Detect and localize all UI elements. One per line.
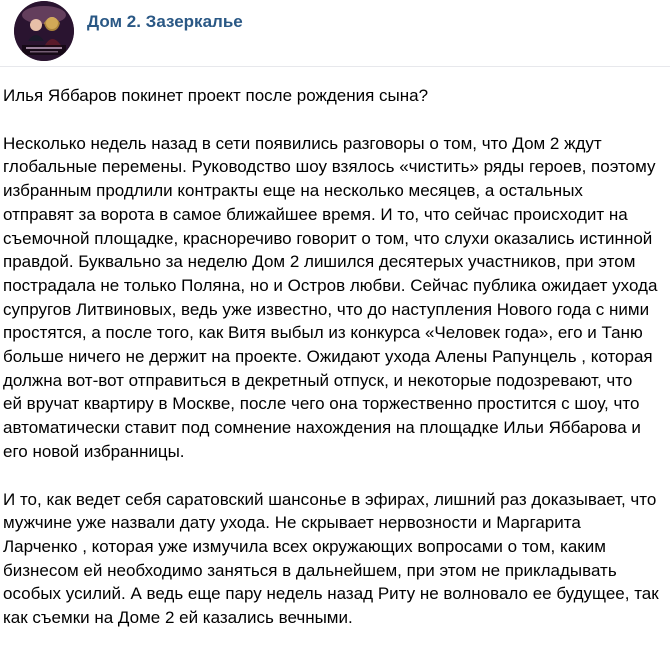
- header-divider: [0, 66, 670, 67]
- post-body: [3, 84, 667, 630]
- avatar-image: [14, 1, 74, 61]
- post-paragraph-2: И то, как ведет себя саратовский шансонье в эфирах, лишний раз доказывает, что мужчине уже назвали дату ухода. Не скрывает нервозности и Маргарита Ларченко , которая уже измучила всех окружающих вопросами о том, каким бизнесом ей необходимо заняться в дальнейшем, при этом не прикладывать особых усилий. А ведь еще пару недель назад Риту не волновало ее будущее, так как съемки на Доме 2 ей казались вечными.: [3, 489, 659, 628]
- post-paragraph-1: Несколько недель назад в сети появились разговоры о том, что Дом 2 ждут глобальные перемены. Руководство шоу взялось «чистить» ряды героев, поэтому избранным продлили контракты еще на несколько месяцев, а остальных отправят за ворота в самое ближайшее время. И то, что сейчас происходит на съемочной площадке, красноречиво говорит о том, что слухи оказались истинной правдой. Буквально за неделю Дом 2 лишился десятерых участников, при этом пострадала не только Поляна, но и Остров любви. Сейчас публика ожидает ухода супругов Литвиновых, ведь уже известно, что до наступления Нового года с ними простятся, а после того, как Витя выбыл из конкурса «Человек года», его и Таню больше ничего не держит на проекте. Ожидают ухода Алены Рапунцель , которая должна вот-вот отправиться в декретный отпуск, и некоторые подозревают, что ей вручат квартиру в Москве, после чего она торжественно простится с шоу, что автоматически ставит под сомнение нахождения на площадке Ильи Яббарова и его новой избранницы.: [3, 133, 658, 461]
- post-title: Илья Яббаров покинет проект после рождения сына?: [3, 86, 429, 105]
- channel-avatar-icon[interactable]: [14, 1, 74, 61]
- paragraph-spacer: [3, 108, 667, 132]
- post-header: [0, 0, 670, 66]
- paragraph-spacer: [3, 464, 667, 488]
- channel-name-link[interactable]: Дом 2. Зазеркалье: [87, 12, 243, 31]
